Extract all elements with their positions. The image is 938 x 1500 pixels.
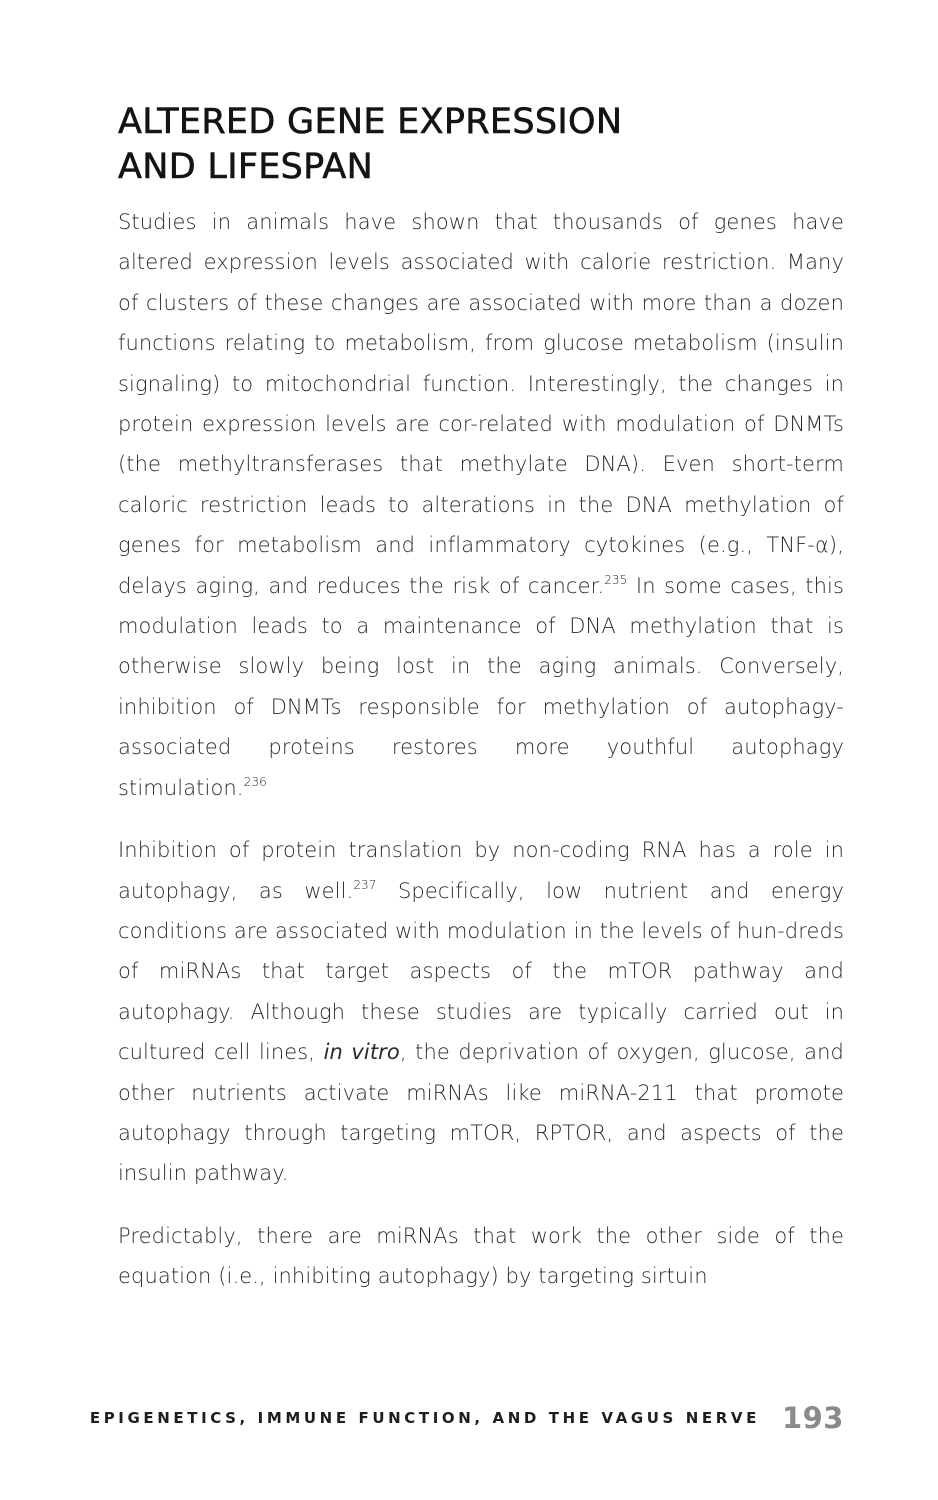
section-heading — [118, 100, 844, 190]
page-footer — [90, 1398, 844, 1438]
paragraph-1-text-b: In some cases, this modulation leads to a maintenance of DNA methylation that is otherwise slowly being lost in the aging animals. Conversely, inhibition of DNMTs responsible for methylation of autophagy-associated proteins restores more youthful autophagy stimulation. — [118, 573, 844, 800]
footnote-ref-237: 237 — [353, 877, 377, 892]
footnote-ref-235: 235 — [604, 572, 628, 587]
paragraph-2-text-b: Specifically, low nutrient and energy conditions are associated with modulation in the levels of hun-dreds of miRNAs that target aspects of the mTOR pathway and autophagy. Although these studies are typically carried out in cultured cell lines, — [118, 878, 844, 1065]
paragraph-3-text: Predictably, there are miRNAs that work the other side of the equation (i.e., inhibiting autophagy) by targeting sirtuin — [118, 1223, 844, 1289]
section-heading-line-2: AND LIFESPAN — [118, 147, 374, 187]
running-head: EPIGENETICS, IMMUNE FUNCTION, AND THE VAGUS NERVE — [89, 1409, 760, 1427]
italic-in-vitro: in vitro — [323, 1040, 400, 1065]
paragraph-1 — [118, 202, 844, 808]
paragraph-3 — [118, 1216, 844, 1297]
paragraph-1-text-a: Studies in animals have shown that thousands of genes have altered expression levels associated with calorie restriction. Many of clusters of these changes are associated with more than a dozen functions relating to metabolism, from glucose metabolism (insulin signaling) to mitochondrial function. Interestingly, the changes in protein expression levels are cor-related with modulation of DNMTs (the methyltransferases that methylate DNA). Even short-term caloric restriction leads to alterations in the DNA methylation of genes for metabolism and inflammatory cytokines (e.g., TNF-α), delays aging, and reduces the risk of cancer. — [118, 210, 844, 598]
paragraph-2-text-c: , the deprivation of oxygen, glucose, and other nutrients activate miRNAs like miRNA-211 that promote autophagy through targeting mTOR, RPTOR, and aspects of the insulin pathway. — [118, 1040, 844, 1186]
footnote-ref-236: 236 — [243, 774, 267, 789]
page-body — [118, 100, 844, 1297]
paragraph-2-text-a: Inhibition of protein translation by non-coding RNA has a role in autophagy, as well. — [118, 838, 844, 903]
section-heading-line-1: ALTERED GENE EXPRESSION — [118, 102, 623, 142]
paragraph-2 — [118, 830, 844, 1194]
page-number: 193 — [781, 1401, 844, 1435]
